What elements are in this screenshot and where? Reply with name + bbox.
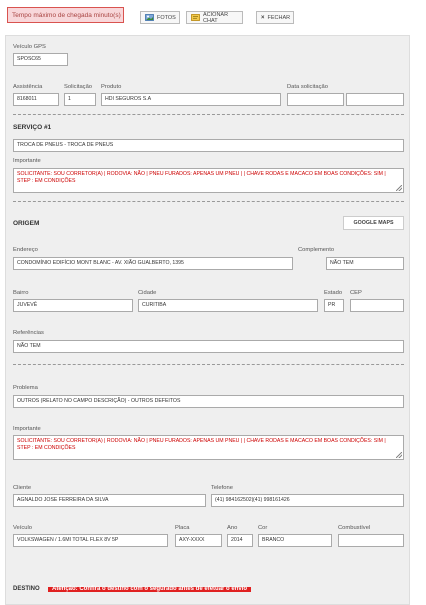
divider bbox=[13, 114, 404, 115]
acionar-chat-button[interactable] bbox=[186, 11, 243, 24]
ano-label: Ano bbox=[227, 525, 238, 531]
bairro-field[interactable]: JUVEVÊ bbox=[13, 299, 133, 312]
problema-importante-label: Importante bbox=[13, 426, 41, 432]
telefone-field[interactable]: (41) 984162502|(41) 998161426 bbox=[211, 494, 404, 507]
origem-title: ORIGEM bbox=[13, 220, 40, 227]
combustivel-label: Combustível bbox=[338, 525, 371, 531]
problema-importante-text: SOLICITANTE: SOU CORRETOR(A) | RODOVIA: NÃO | PNEU FURADOS: APENAS UM PNEU | | CHAVE RODAS E MACACO EM BOAS CONDIÇÕES: SIM | STEP : EM CONDIÇÕES bbox=[17, 438, 386, 451]
problema-label: Problema bbox=[13, 385, 38, 391]
destino-warning-banner: Atenção: Confira o destino com o segurado antes de efetuar o envio bbox=[48, 587, 251, 592]
estado-field[interactable]: PR bbox=[324, 299, 344, 312]
servico-importante-label: Importante bbox=[13, 158, 41, 164]
fechar-label: FECHAR bbox=[267, 14, 291, 21]
produto-field[interactable]: HDI SEGUROS S.A bbox=[101, 93, 281, 106]
placa-field[interactable]: AXY-XXXX bbox=[175, 534, 222, 547]
resize-handle-icon[interactable] bbox=[396, 452, 402, 458]
solicitacao-label: Solicitação bbox=[64, 84, 93, 90]
cliente-label: Cliente bbox=[13, 485, 32, 491]
combustivel-field[interactable] bbox=[338, 534, 404, 547]
photo-icon bbox=[145, 14, 154, 21]
estado-label: Estado bbox=[324, 290, 343, 296]
acionar-chat-label: ACIONAR CHAT bbox=[203, 11, 229, 24]
veiculo-field[interactable]: VOLKSWAGEN / 1.6MI TOTAL FLEX 8V 5P bbox=[13, 534, 168, 547]
cep-label: CEP bbox=[350, 290, 362, 296]
cor-field[interactable]: BRANCO bbox=[258, 534, 332, 547]
resize-handle-icon[interactable] bbox=[396, 185, 402, 191]
cidade-field[interactable]: CURITIBA bbox=[138, 299, 318, 312]
fotos-label: FOTOS bbox=[157, 14, 176, 21]
bairro-label: Bairro bbox=[13, 290, 29, 296]
referencias-field[interactable]: NÃO TEM bbox=[13, 340, 404, 353]
cep-field[interactable] bbox=[350, 299, 404, 312]
cidade-label: Cidade bbox=[138, 290, 157, 296]
complemento-field[interactable]: NÃO TEM bbox=[326, 257, 404, 270]
produto-label: Produto bbox=[101, 84, 122, 90]
problema-field[interactable]: OUTROS (RELATO NO CAMPO DESCRIÇÃO) - OUTROS DEFEITOS bbox=[13, 395, 404, 408]
google-maps-button[interactable]: GOOGLE MAPS bbox=[343, 216, 404, 230]
vehicle-gps-label: Veículo GPS bbox=[13, 44, 46, 50]
hora-solicitacao-field[interactable] bbox=[346, 93, 404, 106]
fechar-button[interactable] bbox=[256, 11, 294, 24]
telefone-label: Telefone bbox=[211, 485, 233, 491]
servico-importante-text: SOLICITANTE: SOU CORRETOR(A) | RODOVIA: NÃO | PNEU FURADOS: APENAS UM PNEU | | CHAVE RODAS E MACACO EM BOAS CONDIÇÕES: SIM | STEP : EM CONDIÇÕES bbox=[17, 171, 386, 184]
veiculo-label: Veículo bbox=[13, 525, 33, 531]
arrival-time-badge: Tempo máximo de chegada minuto(s) bbox=[7, 7, 124, 23]
service-panel bbox=[5, 35, 410, 605]
servico-importante-textarea[interactable] bbox=[13, 168, 404, 193]
cor-label: Cor bbox=[258, 525, 268, 531]
assistencia-label: Assistência bbox=[13, 84, 43, 90]
referencias-label: Referências bbox=[13, 330, 44, 336]
fotos-button[interactable] bbox=[140, 11, 180, 24]
assistencia-field[interactable]: 8168011 bbox=[13, 93, 59, 106]
data-solicitacao-field[interactable] bbox=[287, 93, 344, 106]
solicitacao-field[interactable]: 1 bbox=[64, 93, 96, 106]
divider bbox=[13, 364, 404, 365]
complemento-label: Complemento bbox=[298, 247, 335, 253]
chat-icon bbox=[191, 14, 200, 21]
servico-title: SERVIÇO #1 bbox=[13, 124, 52, 131]
vehicle-gps-field[interactable]: SPOSC65 bbox=[13, 53, 68, 66]
destino-title: DESTINO bbox=[13, 586, 40, 592]
close-icon: × bbox=[261, 14, 265, 21]
data-solicitacao-label: Data solicitação bbox=[287, 84, 328, 90]
divider bbox=[13, 201, 404, 202]
problema-importante-textarea[interactable] bbox=[13, 435, 404, 460]
endereco-label: Endereço bbox=[13, 247, 38, 253]
endereco-field[interactable]: CONDOMÍNIO EDIFÍCIO MONT BLANC - AV. XIÃO GUALBERTO, 1395 bbox=[13, 257, 293, 270]
placa-label: Placa bbox=[175, 525, 190, 531]
cliente-field[interactable]: AGNALDO JOSE FERREIRA DA SILVA bbox=[13, 494, 206, 507]
ano-field[interactable]: 2014 bbox=[227, 534, 253, 547]
servico-field[interactable]: TROCA DE PNEUS - TROCA DE PNEUS bbox=[13, 139, 404, 152]
